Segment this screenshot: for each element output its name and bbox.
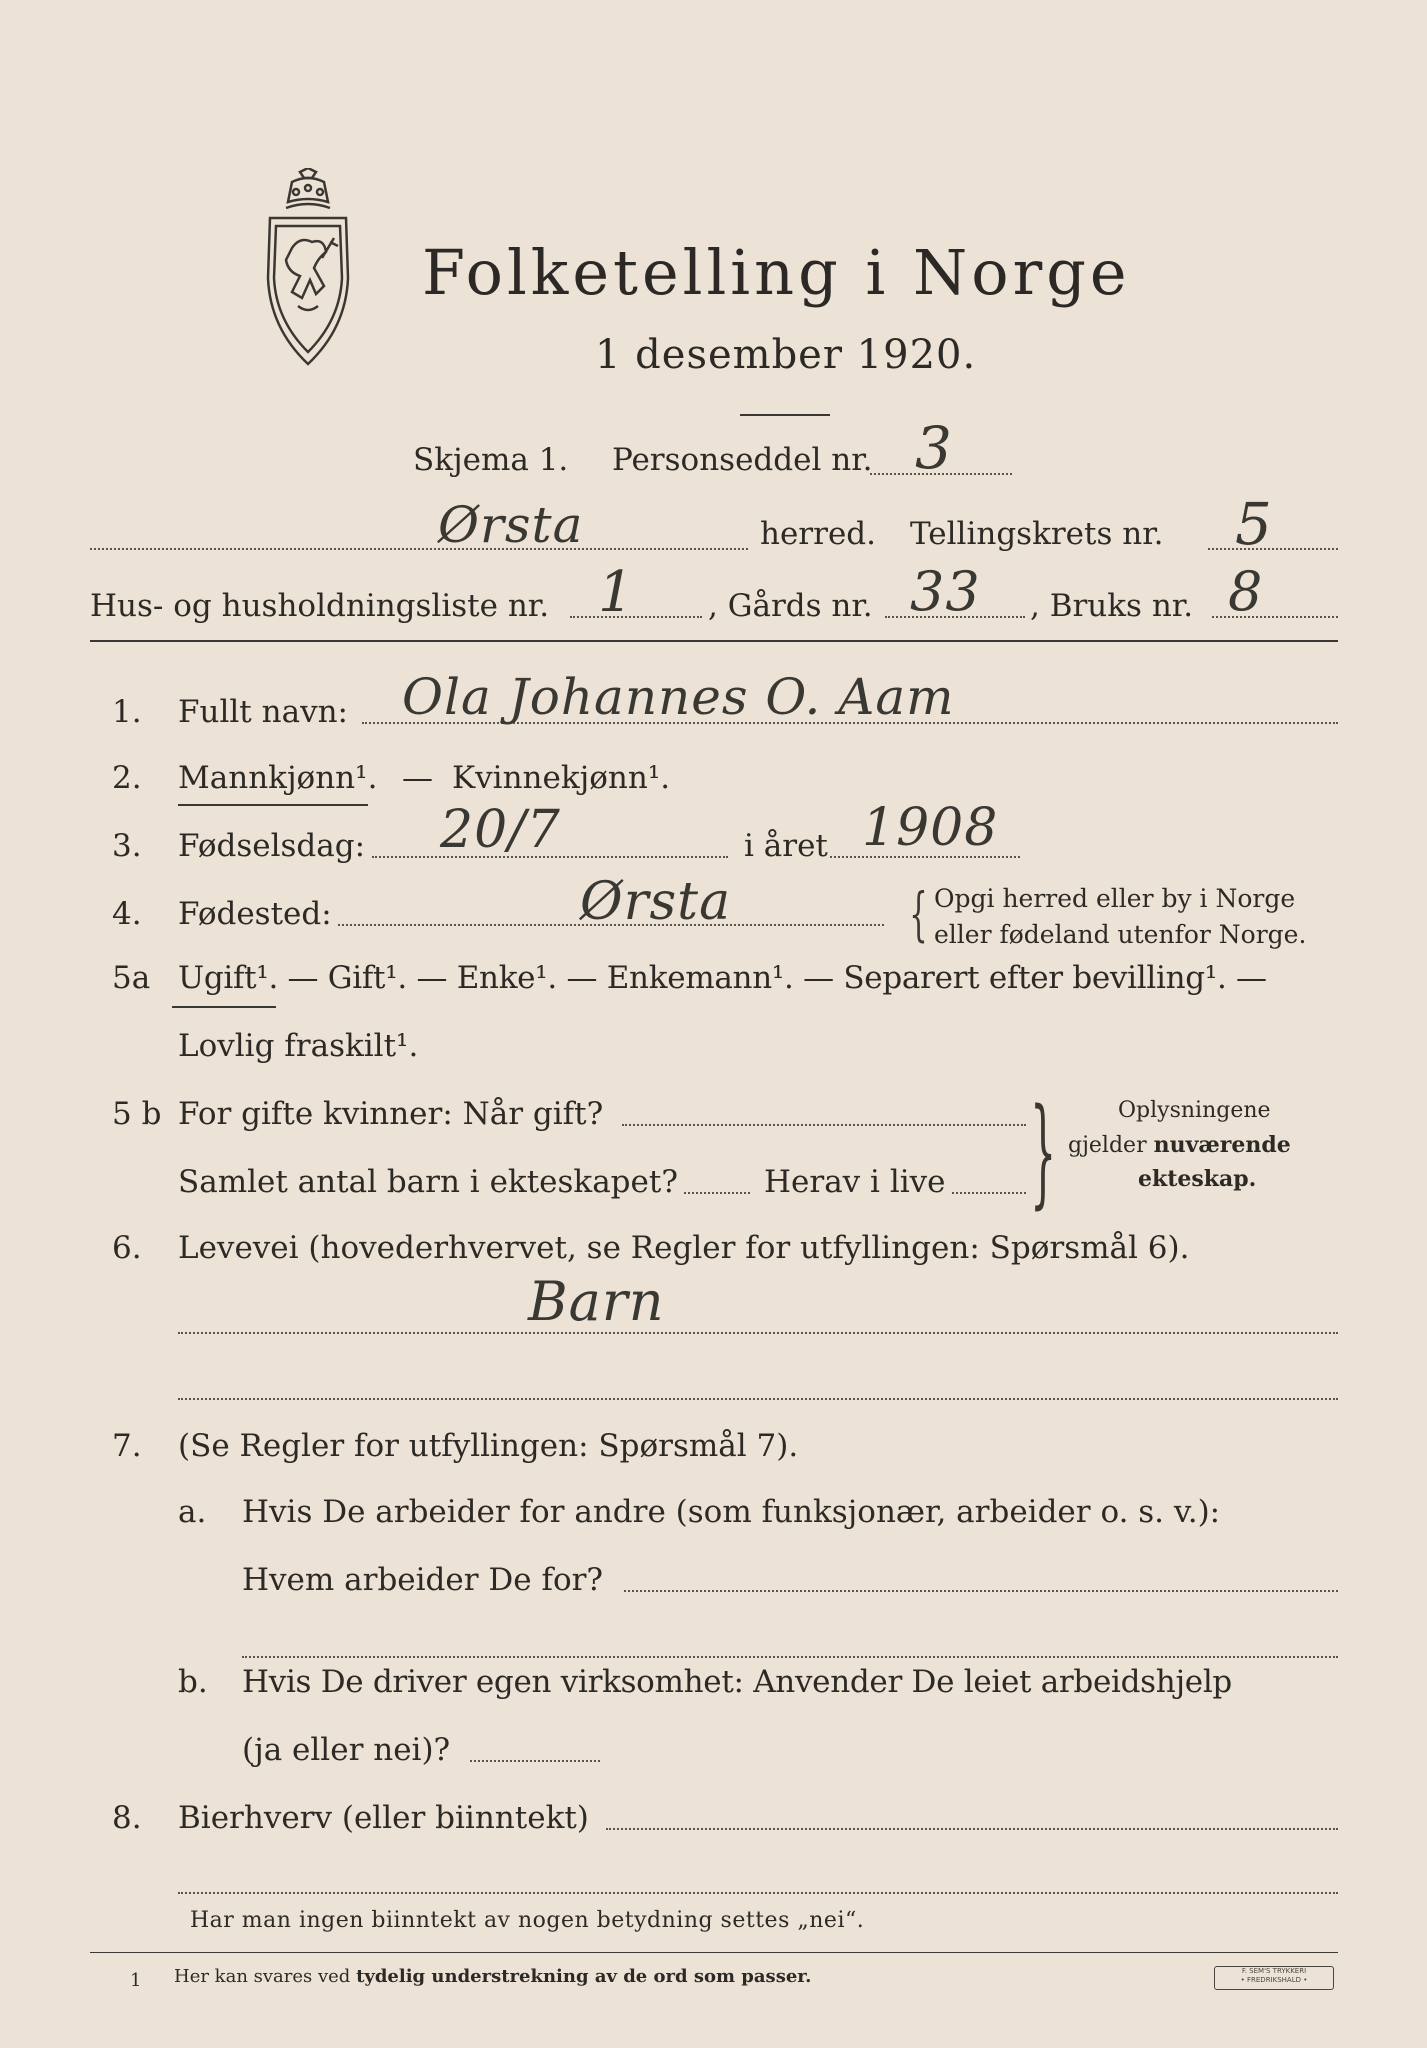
personseddel-value: 3 xyxy=(915,414,953,482)
footnote-mark: 1 xyxy=(130,1970,142,1991)
q5a-other-options[interactable]: — Gift¹. — Enke¹. — Enkemann¹. — Separert efter bevilling¹. — xyxy=(278,960,1267,996)
q7b-line2: (ja eller nei)? xyxy=(242,1732,451,1768)
option-ugift[interactable]: Ugift¹. xyxy=(178,960,278,996)
form-title: Folketelling i Norge xyxy=(422,236,1131,309)
occupation-field-2[interactable] xyxy=(178,1398,1338,1400)
q4-number: 4. xyxy=(112,896,142,932)
q8-label: Bierhverv (eller biinntekt) xyxy=(178,1800,589,1836)
occupation-field[interactable] xyxy=(178,1332,1338,1334)
q5b-note-line1: Oplysningene xyxy=(1118,1098,1271,1123)
married-when-field[interactable] xyxy=(622,1124,1026,1126)
side-income-field[interactable] xyxy=(606,1828,1338,1830)
q2-number: 2. xyxy=(112,760,142,796)
q3-number: 3. xyxy=(112,828,142,864)
full-name-value: Ola Johannes O. Aam xyxy=(402,668,955,726)
side-income-field-2[interactable] xyxy=(178,1892,1338,1894)
footnote-text-a: Her kan svares ved xyxy=(174,1966,357,1987)
norway-coat-of-arms-icon xyxy=(252,168,364,368)
herred-label: herred. xyxy=(760,516,876,552)
footnote-text-b: tydelig understrekning av de ord som passer. xyxy=(356,1966,812,1987)
printer-stamp xyxy=(1214,1966,1334,1990)
herred-field[interactable] xyxy=(90,548,748,550)
tellingskrets-label: Tellingskrets nr. xyxy=(910,516,1164,552)
ugift-underline xyxy=(172,1006,276,1008)
q1-number: 1. xyxy=(112,694,142,730)
skjema-label: Skjema 1. xyxy=(413,442,569,478)
q4-brace: { xyxy=(909,880,928,948)
year-label: i året xyxy=(744,828,828,864)
q4-note-line2: eller fødeland utenfor Norge. xyxy=(934,920,1307,949)
gards-value: 33 xyxy=(910,560,981,623)
q6-label: Levevei (hovederhvervet, se Regler for utfyllingen: Spørsmål 6). xyxy=(178,1230,1190,1266)
gards-label: , Gårds nr. xyxy=(708,588,873,624)
hus-field[interactable] xyxy=(570,616,702,618)
footnote-rule xyxy=(90,1952,1338,1953)
mannkjonn-underline xyxy=(178,804,368,806)
q7a-line1: Hvis De arbeider for andre (som funksjonær, arbeider o. s. v.): xyxy=(242,1494,1221,1530)
q5a-line1 xyxy=(178,960,1267,996)
q4-label: Fødested: xyxy=(178,896,332,932)
option-lovlig-fraskilt[interactable]: Lovlig fraskilt¹. xyxy=(178,1028,419,1064)
q5b-line1: For gifte kvinner: Når gift? xyxy=(178,1096,604,1132)
q5b-note-line3: ekteskap. xyxy=(1138,1166,1257,1192)
q3-label: Fødselsdag: xyxy=(178,828,366,864)
q8-number: 8. xyxy=(112,1800,142,1836)
q2-separator: — xyxy=(402,760,433,796)
q7a-letter: a. xyxy=(178,1494,207,1530)
occupation-value: Barn xyxy=(528,1270,665,1333)
q7-number: 7. xyxy=(112,1428,142,1464)
hired-help-field[interactable] xyxy=(470,1760,600,1762)
birthday-value: 20/7 xyxy=(440,800,561,860)
q7b-line1: Hvis De driver egen virksomhet: Anvender De leiet arbeidshjelp xyxy=(242,1664,1232,1700)
q4-note-line1: Opgi herred eller by i Norge xyxy=(934,884,1296,913)
header-rule xyxy=(90,640,1338,642)
q7b-letter: b. xyxy=(178,1664,208,1700)
q5b-brace: } xyxy=(1030,1082,1057,1220)
q6-number: 6. xyxy=(112,1230,142,1266)
q8-note: Har man ingen biinntekt av nogen betydning settes „nei“. xyxy=(190,1908,865,1933)
title-divider xyxy=(740,414,830,416)
personseddel-label: Personseddel nr. xyxy=(612,442,873,478)
q1-label: Fullt navn: xyxy=(178,694,348,730)
q7-label: (Se Regler for utfyllingen: Spørsmål 7). xyxy=(178,1428,799,1464)
q5a-number: 5a xyxy=(112,960,151,996)
q5b-number: 5 b xyxy=(112,1096,162,1132)
bruks-value: 8 xyxy=(1228,560,1264,623)
option-kvinnekjonn[interactable]: Kvinnekjønn¹. xyxy=(452,760,671,796)
children-total-field[interactable] xyxy=(684,1192,750,1194)
employer-field-2[interactable] xyxy=(242,1656,1338,1658)
hus-value: 1 xyxy=(598,560,635,625)
tellingskrets-field[interactable] xyxy=(1208,548,1338,550)
bruks-label: , Bruks nr. xyxy=(1030,588,1194,624)
q5b-alive-label: Herav i live xyxy=(764,1164,946,1200)
herred-value: Ørsta xyxy=(438,496,584,554)
employer-field[interactable] xyxy=(624,1590,1338,1592)
q7a-line2: Hvem arbeider De for? xyxy=(242,1562,604,1598)
hus-label: Hus- og husholdningsliste nr. xyxy=(90,588,550,624)
birthplace-value: Ørsta xyxy=(580,872,732,932)
printer-stamp-line2: • FREDRIKSHALD • xyxy=(1240,1976,1308,1984)
children-alive-field[interactable] xyxy=(952,1192,1026,1194)
q5b-note-line2b: nuværende xyxy=(1153,1132,1291,1158)
birth-year-value: 1908 xyxy=(862,798,999,858)
tellingskrets-value: 5 xyxy=(1235,490,1273,558)
q5b-children-label: Samlet antal barn i ekteskapet? xyxy=(178,1164,678,1200)
printer-stamp-line1: F. SEM'S TRYKKERI xyxy=(1241,1967,1307,1975)
q5b-note-line2a: gjelder xyxy=(1068,1133,1154,1158)
census-date: 1 desember 1920. xyxy=(595,332,977,378)
option-mannkjonn[interactable]: Mannkjønn¹. xyxy=(178,760,378,796)
